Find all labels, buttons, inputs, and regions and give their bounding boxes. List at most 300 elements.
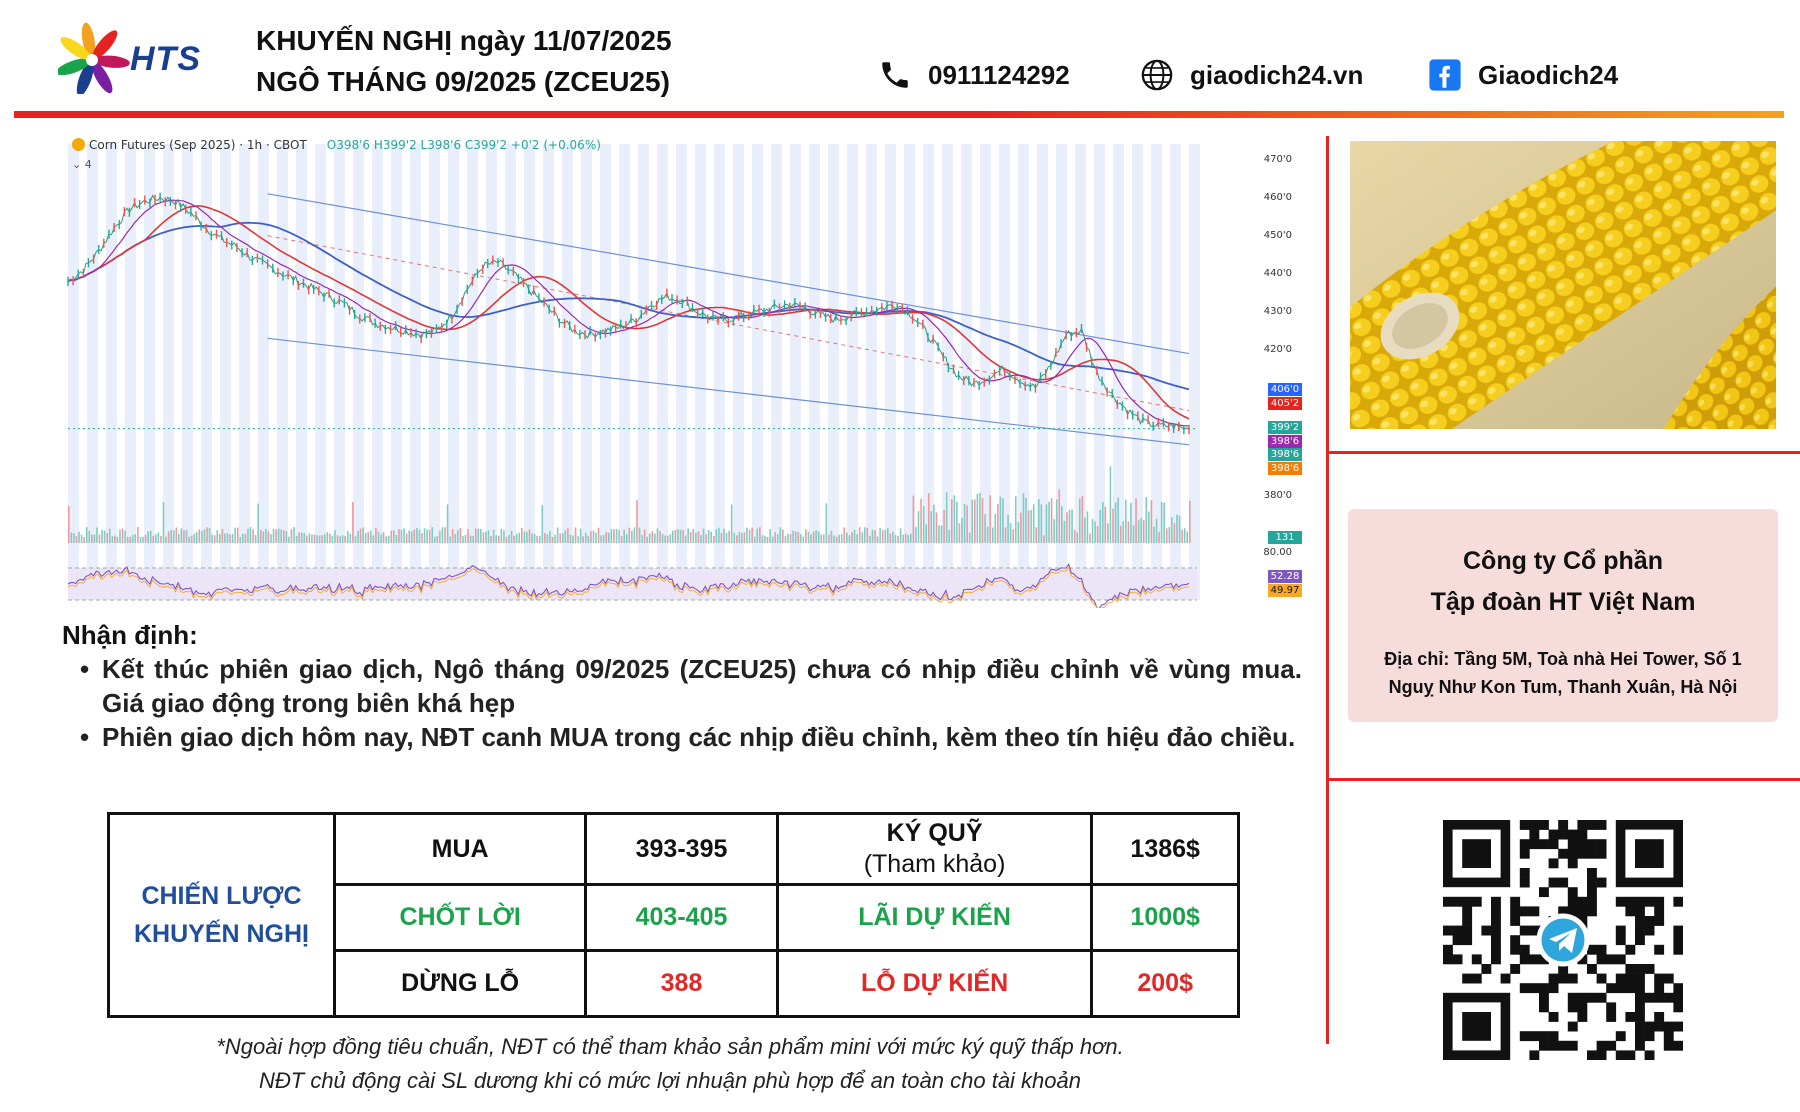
y-tick-label: 470'0 (1263, 153, 1292, 165)
volume-bar (728, 531, 730, 543)
volume-bar (124, 530, 126, 543)
volume-bar (884, 530, 886, 543)
volume-bar (585, 533, 587, 543)
volume-bar (682, 530, 684, 543)
volume-bar (846, 533, 848, 543)
volume-bar (536, 536, 538, 543)
qr-module (1625, 1050, 1635, 1060)
volume-bar (828, 534, 830, 543)
qr-module (1491, 935, 1501, 945)
volume-bar (1158, 532, 1160, 543)
volume-bar (905, 533, 907, 543)
volume-bar (329, 534, 331, 543)
volume-bar (518, 533, 520, 543)
volume-bar (1099, 510, 1101, 543)
volume-bar (593, 531, 595, 543)
qr-module (1510, 906, 1520, 916)
volume-bar (1071, 509, 1073, 543)
volume-bar (268, 531, 270, 543)
volume-bar (690, 532, 692, 543)
volume-bar (790, 534, 792, 543)
qr-module (1453, 897, 1463, 907)
volume-bar (1069, 510, 1071, 543)
qr-module (1616, 1031, 1626, 1041)
volume-bar (314, 535, 316, 543)
volume-bar (193, 534, 195, 543)
chart-bg-stripe (68, 144, 79, 600)
volume-bar (992, 527, 994, 543)
volume-bar (373, 536, 375, 543)
y-tick-label: 440'0 (1263, 267, 1292, 279)
volume-bar (1102, 502, 1104, 543)
volume-bar (936, 512, 938, 543)
qr-module (1625, 964, 1635, 974)
qr-module (1529, 906, 1539, 916)
qr-module (1462, 974, 1472, 984)
volume-bar (641, 535, 643, 543)
volume-bar (1000, 497, 1002, 543)
price-chart (62, 130, 1312, 608)
volume-bar (856, 534, 858, 543)
volume-bar (749, 530, 751, 543)
chart-bg-stripe (695, 144, 706, 600)
expected-loss-value: 200$ (1092, 951, 1239, 1017)
volume-bar (782, 529, 784, 543)
rsi-tag: 49.97 (1268, 584, 1302, 597)
volume-bar (956, 502, 958, 543)
qr-module (1606, 983, 1616, 993)
volume-bar (1128, 521, 1130, 543)
facebook-icon (1428, 58, 1462, 92)
qr-module (1501, 974, 1511, 984)
volume-bar (751, 528, 753, 543)
volume-bar (987, 526, 989, 543)
volume-bar (196, 532, 198, 543)
volume-bar (112, 536, 114, 543)
volume-bar (521, 528, 523, 543)
qr-module (1635, 1002, 1645, 1012)
volume-bar (234, 528, 236, 543)
volume-bar (1061, 506, 1063, 543)
volume-bar (173, 530, 175, 543)
volume-bar (849, 535, 851, 543)
volume-bar (820, 535, 822, 543)
volume-bar (309, 533, 311, 543)
volume-bar (659, 531, 661, 543)
volume-bar (897, 536, 899, 543)
qr-module (1549, 858, 1559, 868)
volume-bar (375, 528, 377, 543)
volume-bar (662, 534, 664, 543)
volume-bar (915, 527, 917, 543)
chart-legend (72, 138, 601, 152)
volume-bar (941, 525, 943, 543)
volume-bar (140, 537, 142, 543)
volume-bar (1138, 520, 1140, 543)
qr-module (1635, 935, 1645, 945)
phone-number: 0911124292 (928, 59, 1070, 90)
volume-bar (426, 530, 428, 543)
volume-bar (273, 529, 275, 543)
price-tag: 398'6 (1268, 435, 1302, 448)
qr-module (1597, 849, 1607, 859)
volume-bar (1084, 518, 1086, 543)
volume-bar (994, 514, 996, 543)
volume-bar (733, 533, 735, 543)
volume-bar (232, 534, 234, 543)
volume-bar (759, 527, 761, 543)
volume-bar (731, 504, 733, 543)
phone-contact[interactable] (878, 58, 1070, 92)
volume-bar (544, 533, 546, 543)
qr-module (1587, 906, 1597, 916)
chart-bg-stripe (505, 144, 516, 600)
volume-bar (907, 535, 909, 543)
volume-bar (135, 534, 137, 543)
volume-bar (1115, 503, 1117, 543)
qr-module (1568, 839, 1578, 849)
volume-bar (401, 530, 403, 543)
volume-bar (127, 537, 129, 543)
website-contact[interactable] (1140, 58, 1363, 92)
volume-bar (263, 531, 265, 543)
volume-bar (933, 505, 935, 543)
volume-bar (703, 529, 705, 543)
volume-bar (654, 534, 656, 543)
volume-bar (961, 518, 963, 543)
volume-bar (183, 530, 185, 543)
volume-bar (1151, 500, 1153, 543)
analysis-bullet: • Phiên giao dịch hôm nay, NĐT canh MUA trong các nhịp điều chỉnh, kèm theo tín hiệu đảo chiều. (80, 720, 1302, 754)
volume-bar (472, 536, 474, 543)
volume-bar (1117, 498, 1119, 543)
telegram-qr-code[interactable] (1443, 820, 1683, 1060)
qr-module (1549, 878, 1559, 888)
qr-module (1577, 906, 1587, 916)
qr-module (1645, 1050, 1655, 1060)
volume-bar (979, 493, 981, 543)
volume-bar (291, 529, 293, 543)
qr-module (1539, 1002, 1549, 1012)
volume-bar (792, 531, 794, 543)
volume-bar (1097, 526, 1099, 543)
qr-module (1673, 1022, 1683, 1032)
chart-bg-stripe (1189, 144, 1200, 600)
volume-bar (462, 536, 464, 543)
volume-bar (623, 530, 625, 543)
volume-bar (700, 535, 702, 543)
stop-loss-value: 388 (586, 951, 777, 1017)
qr-finder-core (1462, 1012, 1491, 1041)
qr-module (1577, 849, 1587, 859)
volume-bar (1166, 528, 1168, 543)
volume-bar (664, 535, 666, 543)
qr-module (1539, 993, 1549, 1003)
volume-bar (119, 530, 121, 543)
qr-module (1539, 820, 1549, 830)
volume-bar (677, 529, 679, 543)
qr-module (1645, 926, 1655, 936)
volume-bar (390, 531, 392, 543)
analysis-title: Nhận định: (62, 620, 198, 650)
volume-bar (567, 528, 569, 543)
volume-bar (365, 533, 367, 543)
volume-bar (260, 530, 262, 543)
volume-bar (982, 498, 984, 543)
qr-module (1539, 887, 1549, 897)
volume-bar (1181, 530, 1183, 543)
volume-bar (209, 528, 211, 543)
qr-module (1568, 1002, 1578, 1012)
volume-bar (71, 533, 73, 543)
volume-bar (1020, 513, 1022, 543)
volume-bar (316, 535, 318, 543)
volume-bar (332, 536, 334, 543)
volume-bar (1112, 509, 1114, 543)
qr-module (1529, 830, 1539, 840)
volume-bar (951, 499, 953, 543)
y-tick-label: 460'0 (1263, 191, 1292, 203)
qr-module (1568, 858, 1578, 868)
expected-loss-label: LỖ DỰ KIẾN (777, 951, 1092, 1017)
volume-bar (1148, 511, 1150, 543)
qr-module (1587, 868, 1597, 878)
volume-bar (639, 528, 641, 543)
volume-bar (565, 530, 567, 543)
volume-bar (971, 500, 973, 543)
volume-bar (744, 532, 746, 543)
volume-bar (890, 534, 892, 544)
qr-module (1616, 974, 1626, 984)
qr-module (1520, 878, 1530, 888)
corn-photo (1350, 141, 1776, 429)
qr-module (1510, 945, 1520, 955)
volume-bar (1002, 498, 1004, 543)
qr-module (1529, 954, 1539, 964)
volume-bar (923, 506, 925, 543)
volume-bar (1122, 521, 1124, 543)
volume-bar (634, 527, 636, 543)
volume-bar (1156, 519, 1158, 543)
qr-module (1635, 993, 1645, 1003)
volume-bar (815, 530, 817, 543)
facebook-name: Giaodich24 (1478, 59, 1619, 90)
volume-bar (388, 536, 390, 543)
volume-bar (554, 535, 556, 543)
y-tick-label: 420'0 (1263, 343, 1292, 355)
qr-module (1606, 1041, 1616, 1051)
qr-module (1443, 926, 1453, 936)
volume-bar (605, 532, 607, 543)
volume-bar (611, 529, 613, 543)
company-name-line-2: Tập đoàn HT Việt Nam (1430, 588, 1696, 616)
volume-bar (337, 535, 339, 543)
qr-module (1645, 1022, 1655, 1032)
qr-module (1481, 926, 1491, 936)
volume-bar (541, 505, 543, 543)
chart-title: Corn Futures (Sep 2025) · 1h · CBOT (89, 138, 307, 152)
qr-module (1673, 935, 1683, 945)
volume-bar (575, 527, 577, 543)
volume-bar (1161, 502, 1163, 543)
buy-label: MUA (335, 814, 586, 885)
volume-bar (439, 531, 441, 543)
volume-bar (86, 527, 88, 543)
volume-bar (301, 533, 303, 543)
volume-bar (352, 502, 354, 543)
volume-bar (488, 530, 490, 543)
volume-bar (286, 531, 288, 543)
qr-module (1520, 839, 1530, 849)
volume-bar (324, 534, 326, 543)
volume-bar (165, 537, 167, 543)
volume-bar (598, 528, 600, 543)
volume-bar (158, 532, 160, 543)
volume-bar (454, 534, 456, 543)
volume-bar (199, 529, 201, 543)
chart-bg-stripe (657, 144, 668, 600)
rsi-tag: 52.28 (1268, 570, 1302, 583)
volume-bar (549, 531, 551, 543)
qr-module (1520, 1031, 1530, 1041)
volume-bar (214, 535, 216, 543)
volume-bar (795, 532, 797, 543)
volume-bar (1082, 496, 1084, 543)
volume-bar (1015, 496, 1017, 543)
volume-bar (877, 536, 879, 543)
qr-module (1558, 974, 1568, 984)
volume-bar (716, 529, 718, 543)
volume-bar (355, 536, 357, 543)
qr-module (1549, 1031, 1559, 1041)
volume-bar (1056, 499, 1058, 543)
volume-bar (938, 525, 940, 543)
volume-bar (570, 535, 572, 543)
volume-bar (902, 535, 904, 543)
qr-module (1635, 983, 1645, 993)
volume-bar (1012, 529, 1014, 543)
volume-bar (306, 536, 308, 543)
volume-bar (984, 514, 986, 543)
volume-bar (777, 534, 779, 543)
qr-module (1520, 954, 1530, 964)
volume-bar (531, 533, 533, 543)
volume-bar (669, 534, 671, 543)
volume-bar (616, 529, 618, 543)
volume-bar (621, 536, 623, 543)
qr-module (1481, 964, 1491, 974)
volume-bar (321, 535, 323, 543)
indicator-count[interactable]: ⌄ 4 (72, 158, 92, 171)
volume-bar (278, 529, 280, 543)
qr-module (1558, 849, 1568, 859)
volume-bar (398, 529, 400, 543)
qr-module (1673, 1002, 1683, 1012)
volume-bar (831, 531, 833, 543)
qr-module (1625, 1012, 1635, 1022)
volume-bar (109, 529, 111, 543)
qr-module (1606, 954, 1616, 964)
volume-bar (68, 506, 70, 543)
chart-bg-stripe (125, 144, 136, 600)
qr-module (1472, 974, 1482, 984)
volume-bar (603, 535, 605, 543)
volume-bar (964, 504, 966, 543)
qr-module (1577, 839, 1587, 849)
volume-bar (255, 535, 257, 543)
strategy-header (109, 814, 335, 1017)
volume-bar (362, 527, 364, 543)
facebook-contact[interactable] (1428, 58, 1618, 92)
volume-bar (1007, 515, 1009, 543)
qr-module (1510, 935, 1520, 945)
qr-module (1635, 916, 1645, 926)
volume-bar (1125, 500, 1127, 543)
volume-bar (211, 535, 213, 543)
qr-module (1616, 1050, 1626, 1060)
volume-bar (360, 529, 362, 543)
volume-bar (414, 529, 416, 543)
volume-bar (242, 534, 244, 543)
qr-module (1625, 897, 1635, 907)
volume-bar (88, 531, 90, 543)
qr-module (1587, 1050, 1597, 1060)
volume-bar (204, 529, 206, 543)
volume-bar (1051, 498, 1053, 543)
qr-module (1558, 878, 1568, 888)
website-link: giaodich24.vn (1190, 59, 1364, 90)
note-line-1: *Ngoài hợp đồng tiêu chuẩn, NĐT có thể tham khảo sản phẩm mini với mức ký quỹ thấp hơn. (216, 1034, 1124, 1059)
qr-module (1654, 1012, 1664, 1022)
qr-module (1520, 945, 1530, 955)
qr-module (1664, 1022, 1674, 1032)
volume-bar (94, 535, 96, 543)
chart-canvas (62, 130, 1312, 608)
qr-module (1529, 820, 1539, 830)
volume-bar (1176, 515, 1178, 543)
volume-bar (657, 528, 659, 543)
volume-bar (692, 529, 694, 543)
qr-module (1635, 906, 1645, 916)
volume-bar (1043, 535, 1045, 543)
indicator-count-value: 4 (84, 158, 92, 171)
volume-bar (431, 527, 433, 543)
volume-bar (547, 534, 549, 543)
volume-bar (434, 537, 436, 543)
volume-bar (1094, 522, 1096, 543)
qr-module (1549, 1012, 1559, 1022)
volume-bar (810, 535, 812, 543)
volume-bar (252, 529, 254, 543)
volume-bar (1153, 527, 1155, 543)
chart-bg-stripe (733, 144, 744, 600)
qr-module (1453, 954, 1463, 964)
volume-bar (104, 531, 106, 543)
qr-module (1549, 830, 1559, 840)
qr-module (1539, 839, 1549, 849)
volume-bar (534, 534, 536, 543)
volume-bar (1030, 510, 1032, 543)
qr-module (1635, 1012, 1645, 1022)
chart-bg-stripe (315, 144, 326, 600)
volume-bar (265, 529, 267, 543)
qr-module (1645, 993, 1655, 1003)
volume-bar (403, 528, 405, 543)
qr-module (1462, 935, 1472, 945)
volume-bar (841, 534, 843, 543)
volume-bar (483, 532, 485, 543)
volume-bar (506, 537, 508, 543)
